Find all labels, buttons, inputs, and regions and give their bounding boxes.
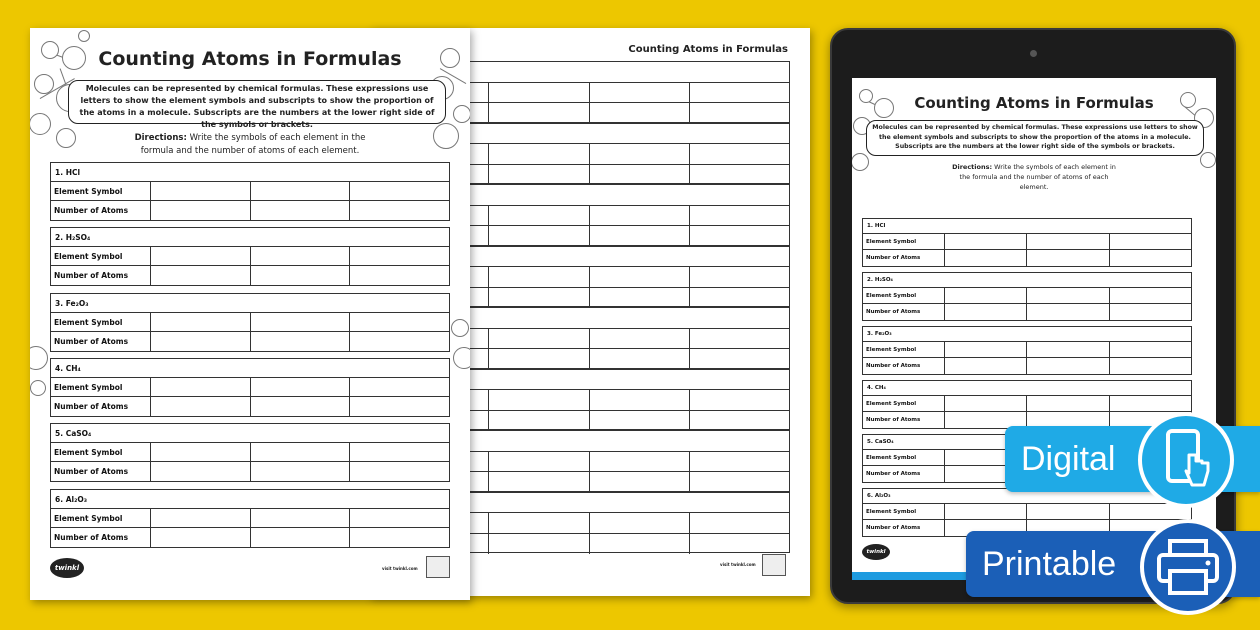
tablet-question-formula: H₂SO₄ — [874, 277, 893, 283]
tablet-answer-cell[interactable] — [1110, 250, 1191, 266]
row-label: Element Symbol — [51, 313, 151, 331]
tablet-question-formula: CH₄ — [874, 385, 886, 391]
question-block — [50, 358, 450, 417]
answer-row — [51, 443, 449, 462]
back-table-cell — [489, 144, 589, 164]
answer-cell[interactable] — [151, 397, 251, 416]
answer-cell[interactable] — [251, 462, 351, 481]
back-table-cell — [489, 534, 589, 555]
question-block — [50, 293, 450, 352]
tablet-answer-row — [863, 504, 1191, 520]
answer-cell[interactable] — [151, 509, 251, 527]
question-heading — [51, 294, 449, 313]
answer-row — [51, 397, 449, 416]
back-table-cell — [489, 83, 589, 103]
tablet-answer-cell[interactable] — [945, 396, 1027, 411]
back-table-cell — [590, 144, 690, 164]
tablet-answer-cell[interactable] — [1027, 234, 1109, 249]
back-table-cell — [690, 226, 789, 247]
answer-cell[interactable] — [151, 378, 251, 396]
answer-cell[interactable] — [350, 509, 449, 527]
answer-cell[interactable] — [151, 201, 251, 220]
tablet-answer-cell[interactable] — [945, 250, 1027, 266]
tablet-answer-cell[interactable] — [1027, 304, 1109, 320]
tablet-answer-cell[interactable] — [1110, 342, 1191, 357]
back-table-cell — [590, 349, 690, 370]
tablet-row-label: Element Symbol — [863, 288, 945, 303]
tablet-answer-row — [863, 358, 1191, 374]
tablet-row-label: Element Symbol — [863, 396, 945, 411]
tablet-question-formula: Fe₂O₃ — [874, 331, 892, 337]
back-table-cell — [690, 165, 789, 186]
answer-cell[interactable] — [251, 528, 351, 547]
footer-url: visit twinkl.com — [382, 566, 418, 571]
back-table-cell — [690, 83, 789, 103]
answer-cell[interactable] — [350, 397, 449, 416]
tablet-screen — [852, 78, 1216, 580]
row-label: Number of Atoms — [51, 266, 151, 285]
worksheet-title: Counting Atoms in Formulas — [98, 48, 402, 70]
back-sheet-header: Counting Atoms in Formulas — [628, 44, 788, 55]
question-heading — [51, 424, 449, 443]
tablet-answer-row — [863, 304, 1191, 320]
digital-label: Digital — [1021, 439, 1116, 478]
tablet-answer-cell[interactable] — [1027, 504, 1109, 519]
question-number: 2. — [55, 233, 64, 243]
twinkl-logo: twinkl — [50, 558, 84, 578]
molecule-atom — [453, 347, 470, 369]
tablet-row-label: Number of Atoms — [863, 358, 945, 374]
molecule-atom — [34, 74, 54, 94]
question-heading — [51, 163, 449, 182]
tablet-question-heading — [863, 381, 1191, 396]
tablet-row-label: Number of Atoms — [863, 520, 945, 536]
front-worksheet-page — [30, 28, 470, 600]
tablet-directions-label: Directions: — [952, 163, 993, 171]
tablet-row-label: Element Symbol — [863, 342, 945, 357]
tablet-question-number: 5. — [867, 439, 873, 445]
intro-box: Molecules can be represented by chemical formulas. These expressions use letters to show the element symbols and subscripts to show the proportion of the atoms in a molecule. Subscripts are the numbers at the lower right side of the symbols or brackets. — [68, 80, 446, 124]
back-table-cell — [690, 472, 789, 493]
back-table-cell — [489, 452, 589, 472]
back-table-cell — [690, 349, 789, 370]
back-table-cell — [590, 472, 690, 493]
back-table-cell — [590, 452, 690, 472]
tablet-answer-row — [863, 250, 1191, 266]
back-table-cell — [690, 411, 789, 432]
tablet-question-number: 3. — [867, 331, 873, 337]
row-label: Element Symbol — [51, 247, 151, 265]
answer-cell[interactable] — [350, 378, 449, 396]
tablet-row-label: Element Symbol — [863, 504, 945, 519]
tablet-directions — [852, 162, 1216, 192]
back-footer-url: visit twinkl.com — [720, 562, 756, 567]
tablet-question-block — [862, 488, 1192, 537]
tablet-question-block — [862, 272, 1192, 321]
back-table-cell — [489, 267, 589, 287]
question-formula: CH₄ — [65, 363, 81, 373]
tablet-answer-cell[interactable] — [1110, 304, 1191, 320]
directions-label: Directions: — [134, 133, 187, 143]
tablet-question-block — [862, 218, 1192, 267]
answer-row — [51, 378, 449, 397]
answer-row — [51, 332, 449, 351]
back-table-cell — [489, 472, 589, 493]
back-table-cell — [690, 534, 789, 555]
answer-cell[interactable] — [251, 397, 351, 416]
row-label: Element Symbol — [51, 509, 151, 527]
back-table-cell — [590, 329, 690, 349]
question-formula: H₂SO₄ — [65, 233, 91, 243]
question-heading — [51, 490, 449, 509]
tablet-question-formula: HCl — [874, 223, 886, 229]
molecule-atom — [30, 380, 46, 396]
tablet-question-number: 2. — [867, 277, 873, 283]
answer-cell[interactable] — [251, 266, 351, 285]
tablet-answer-cell[interactable] — [1027, 342, 1109, 357]
answer-cell[interactable] — [350, 182, 449, 200]
answer-cell[interactable] — [151, 266, 251, 285]
question-number: 3. — [55, 298, 64, 308]
answer-cell[interactable] — [251, 313, 351, 331]
back-table-cell — [489, 165, 589, 186]
tablet-answer-cell[interactable] — [945, 504, 1027, 519]
back-footer-badge — [762, 554, 786, 576]
back-table-cell — [489, 411, 589, 432]
tablet-answer-cell[interactable] — [945, 358, 1027, 374]
question-formula: Fe₂O₃ — [65, 298, 89, 308]
back-table-cell — [590, 390, 690, 410]
tablet-answer-cell[interactable] — [1027, 396, 1109, 411]
tablet-camera — [1030, 50, 1037, 57]
row-label: Number of Atoms — [51, 332, 151, 351]
tablet-question-heading — [863, 273, 1191, 288]
answer-row — [51, 528, 449, 547]
tablet-device — [830, 28, 1236, 604]
back-table-cell — [489, 226, 589, 247]
answer-cell[interactable] — [251, 182, 351, 200]
printable-label: Printable — [982, 544, 1117, 583]
answer-row — [51, 247, 449, 266]
answer-cell[interactable] — [350, 443, 449, 461]
back-table-cell — [590, 513, 690, 533]
row-label: Number of Atoms — [51, 528, 151, 547]
printer-icon — [1140, 519, 1236, 615]
answer-row — [51, 462, 449, 481]
tablet-intro-box: Molecules can be represented by chemical formulas. These expressions use letters to show the element symbols and subscripts to show the proportion of the atoms in a molecule. Subscripts are the numbers at the lower right side of the symbols or brackets. — [866, 120, 1204, 156]
tablet-question-heading — [863, 219, 1191, 234]
molecule-atom — [78, 30, 90, 42]
answer-cell[interactable] — [251, 509, 351, 527]
back-table-cell — [690, 513, 789, 533]
tablet-answer-cell[interactable] — [1027, 358, 1109, 374]
back-table-cell — [489, 329, 589, 349]
answer-cell[interactable] — [251, 247, 351, 265]
back-table-cell — [590, 288, 690, 309]
back-table-cell — [489, 390, 589, 410]
answer-cell[interactable] — [350, 201, 449, 220]
back-table-cell — [690, 267, 789, 287]
molecule-atom — [451, 319, 469, 337]
row-label: Element Symbol — [51, 443, 151, 461]
question-number: 4. — [55, 363, 64, 373]
row-label: Number of Atoms — [51, 397, 151, 416]
row-label: Element Symbol — [51, 182, 151, 200]
tablet-question-number: 1. — [867, 223, 873, 229]
answer-cell[interactable] — [151, 462, 251, 481]
question-formula: HCl — [65, 168, 81, 177]
back-table-cell — [489, 206, 589, 226]
row-label: Element Symbol — [51, 378, 151, 396]
tablet-answer-row — [863, 288, 1191, 304]
back-table-cell — [590, 103, 690, 124]
tablet-answer-row — [863, 234, 1191, 250]
back-table-cell — [489, 513, 589, 533]
back-table-cell — [590, 411, 690, 432]
tablet-row-label: Number of Atoms — [863, 466, 945, 482]
tablet-question-block — [862, 326, 1192, 375]
directions-text: Write the symbols of each element in the formula and the number of atoms of each element. — [140, 133, 366, 156]
footer-badge — [426, 556, 450, 578]
tablet-answer-cell[interactable] — [1110, 288, 1191, 303]
answer-cell[interactable] — [251, 201, 351, 220]
question-block — [50, 489, 450, 548]
answer-row — [51, 313, 449, 332]
question-block — [50, 423, 450, 482]
answer-cell[interactable] — [350, 332, 449, 351]
tablet-question-number: 4. — [867, 385, 873, 391]
tablet-row-label: Element Symbol — [863, 450, 945, 465]
answer-cell[interactable] — [251, 332, 351, 351]
tablet-question-number: 6. — [867, 493, 873, 499]
back-table-cell — [590, 534, 690, 555]
question-formula: CaSO₄ — [65, 429, 92, 439]
back-table-cell — [690, 452, 789, 472]
answer-cell[interactable] — [350, 462, 449, 481]
answer-cell[interactable] — [151, 247, 251, 265]
back-table-cell — [489, 288, 589, 309]
answer-cell[interactable] — [151, 332, 251, 351]
tablet-row-label: Number of Atoms — [863, 304, 945, 320]
question-number: 5. — [55, 429, 64, 439]
back-table-cell — [489, 349, 589, 370]
tablet-answer-cell[interactable] — [1027, 250, 1109, 266]
tablet-question-block — [862, 380, 1192, 429]
molecule-atom — [30, 346, 48, 370]
tablet-row-label: Number of Atoms — [863, 412, 945, 428]
question-block — [50, 162, 450, 221]
back-table-cell — [690, 144, 789, 164]
question-number: 6. — [55, 494, 64, 504]
back-table-cell — [590, 206, 690, 226]
tablet-row-label: Element Symbol — [863, 234, 945, 249]
back-table-cell — [590, 165, 690, 186]
molecule-atom — [453, 105, 470, 123]
back-table-cell — [690, 329, 789, 349]
back-table-cell — [590, 267, 690, 287]
answer-row — [51, 509, 449, 528]
answer-cell[interactable] — [350, 266, 449, 285]
tablet-touch-icon — [1138, 412, 1234, 508]
tablet-row-label: Number of Atoms — [863, 250, 945, 266]
answer-row — [51, 201, 449, 220]
answer-cell[interactable] — [350, 528, 449, 547]
back-table-cell — [590, 226, 690, 247]
back-table-cell — [690, 390, 789, 410]
tablet-question-heading — [863, 327, 1191, 342]
answer-cell[interactable] — [350, 313, 449, 331]
tablet-answer-cell[interactable] — [1110, 234, 1191, 249]
question-heading — [51, 228, 449, 247]
answer-row — [51, 182, 449, 201]
tablet-worksheet-title: Counting Atoms in Formulas — [914, 94, 1154, 112]
answer-cell[interactable] — [151, 182, 251, 200]
tablet-answer-cell[interactable] — [945, 288, 1027, 303]
tablet-directions-text: Write the symbols of each element in the formula and the number of atoms of each element. — [959, 163, 1116, 191]
tablet-answer-cell[interactable] — [1110, 358, 1191, 374]
question-block — [50, 227, 450, 286]
question-formula: Al₂O₃ — [65, 494, 88, 504]
back-table-cell — [690, 206, 789, 226]
back-table-cell — [590, 83, 690, 103]
answer-cell[interactable] — [151, 313, 251, 331]
tablet-question-formula: Al₂O₃ — [874, 493, 891, 499]
tablet-answer-cell[interactable] — [945, 342, 1027, 357]
back-table-cell — [489, 103, 589, 124]
row-label: Number of Atoms — [51, 201, 151, 220]
tablet-question-formula: CaSO₄ — [874, 439, 894, 445]
answer-cell[interactable] — [151, 443, 251, 461]
tablet-twinkl-logo: twinkl — [862, 544, 890, 560]
row-label: Number of Atoms — [51, 462, 151, 481]
back-table-cell — [690, 103, 789, 124]
answer-cell[interactable] — [151, 528, 251, 547]
question-heading — [51, 359, 449, 378]
tablet-answer-cell[interactable] — [1110, 396, 1191, 411]
answer-row — [51, 266, 449, 285]
tablet-answer-cell[interactable] — [945, 304, 1027, 320]
tablet-answer-cell[interactable] — [945, 234, 1027, 249]
question-number: 1. — [55, 168, 64, 177]
directions — [30, 132, 470, 158]
tablet-answer-cell[interactable] — [1027, 288, 1109, 303]
back-table-cell — [690, 288, 789, 309]
answer-cell[interactable] — [350, 247, 449, 265]
tablet-answer-row — [863, 342, 1191, 358]
answer-cell[interactable] — [251, 378, 351, 396]
answer-cell[interactable] — [251, 443, 351, 461]
tablet-answer-row — [863, 396, 1191, 412]
